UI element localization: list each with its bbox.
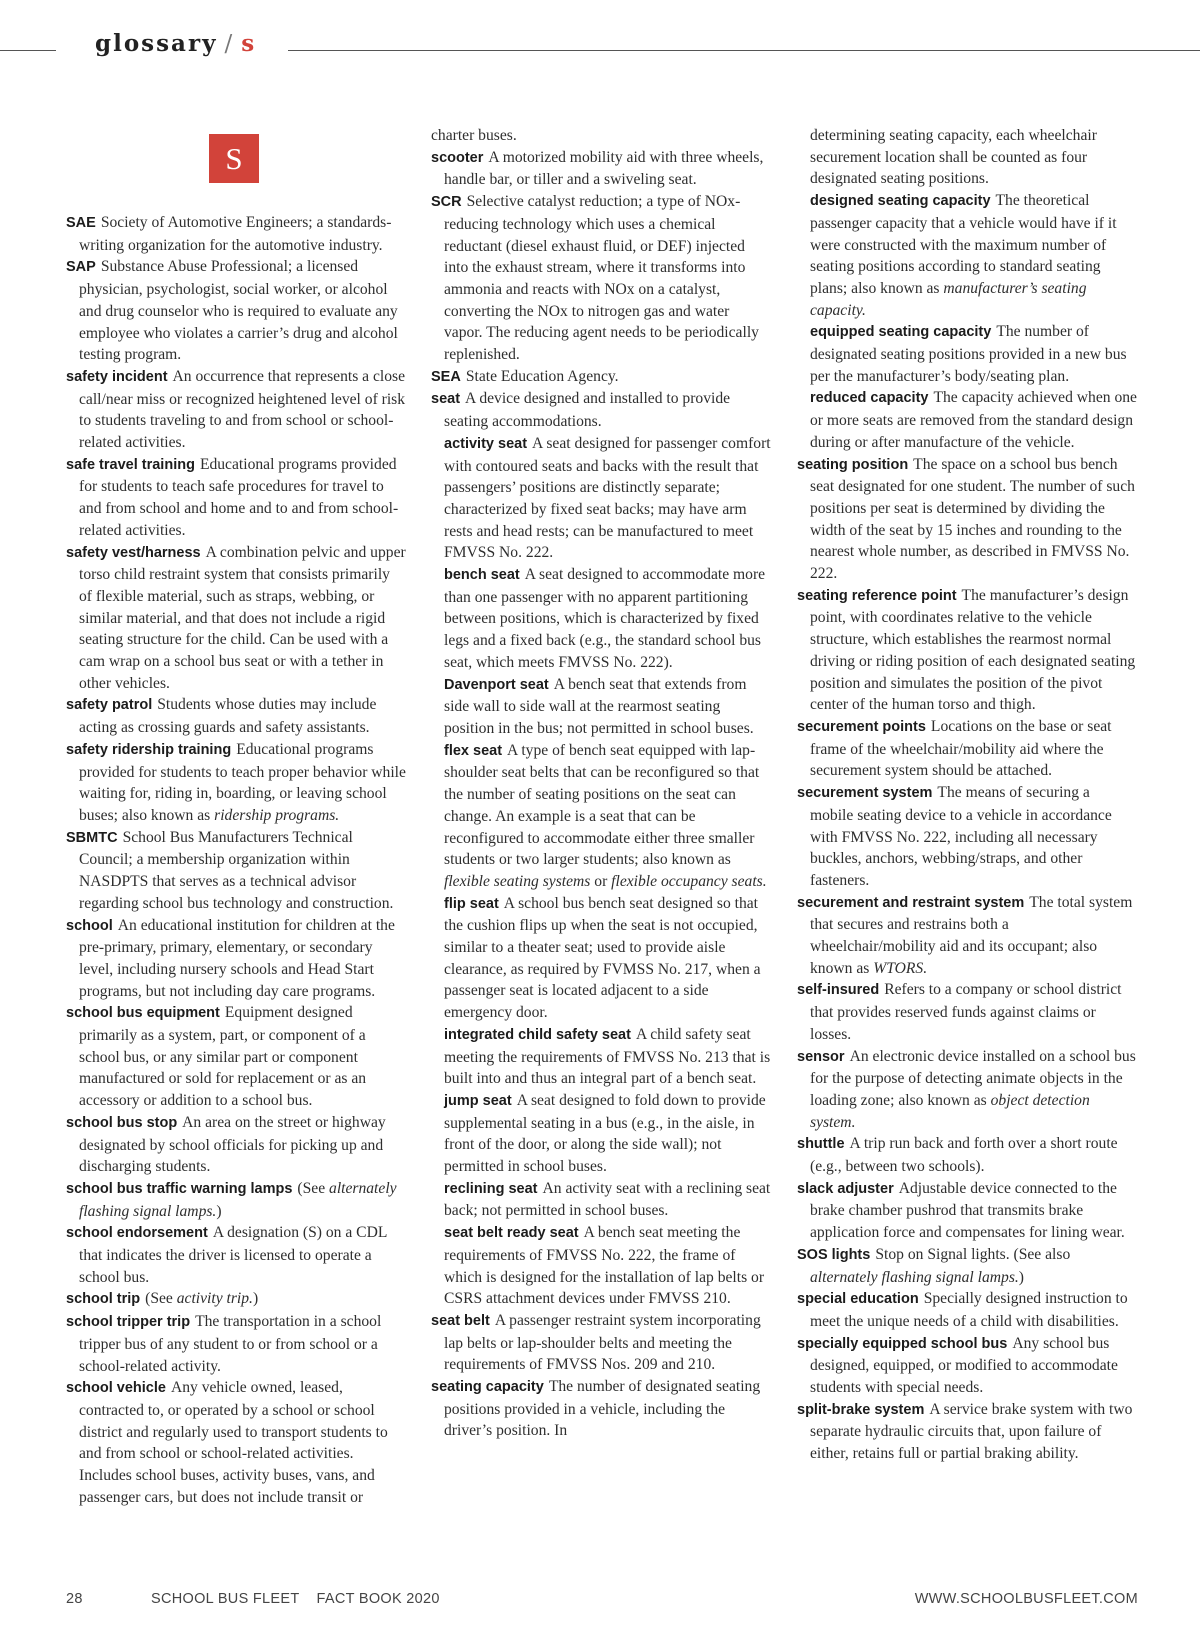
entry-definition: A seat designed to fold down to provide supplemental seating in a bus (e.g., in the aisle, in front of the door, or along the side wall); not permitted in school buses. [444, 1091, 766, 1176]
entry-term: flex seat [444, 742, 503, 759]
glossary-entry [66, 1311, 406, 1377]
glossary-subentry [431, 1178, 771, 1222]
entry-term: safety patrol [66, 697, 153, 714]
glossary-entry [66, 915, 406, 1003]
entry-term: jump seat [444, 1092, 512, 1109]
entry-definition: A trip run back and forth over a short route (e.g., between two schools). [810, 1135, 1118, 1176]
entry-definition: The capacity achieved when one or more seats are removed from the standard design during or after manufacture of the vehicle. [810, 389, 1137, 451]
header-rule-right [288, 50, 1200, 51]
entry-definition: A type of bench seat equipped with lap-shoulder seat belts that can be reconfigured so that the number of seating positions on the seat can change. An example is a seat that can be reconfigured to accommodate either three smaller students or two larger students; also known as [444, 741, 760, 869]
entry-definition: A device designed and installed to provide seating accommodations. [444, 390, 731, 431]
entry-definition: A child safety seat meeting the requirements of FMVSS No. 213 that is built into and thus an integral part of a bench seat. [444, 1025, 771, 1088]
entry-definition: A service brake system with two separate hydraulic circuits that, upon failure of either, retains full or partial braking ability. [810, 1400, 1133, 1463]
glossary-entry [797, 892, 1137, 980]
entry-term: school endorsement [66, 1225, 208, 1242]
glossary-entry [66, 1377, 406, 1508]
entry-definition: or [590, 872, 612, 890]
glossary-entry [66, 739, 406, 827]
section-letter-box: S [209, 134, 259, 183]
entry-term: flip seat [444, 895, 499, 912]
entry-term: Davenport seat [444, 676, 549, 693]
entry-term: specially equipped school bus [797, 1335, 1008, 1352]
entry-definition: The transportation in a school tripper bus of any student to or from school or a school-related activity. [79, 1313, 382, 1375]
entry-term: scooter [431, 149, 484, 166]
entry-definition: Specially designed instruction to meet the unique needs of a child with disabilities. [810, 1290, 1128, 1330]
entry-definition: charter buses. [431, 127, 517, 144]
entry-definition: Students whose duties may include acting as crossing guards and safety assistants. [79, 696, 377, 737]
entry-definition: School Bus Manufacturers Technical Council; a membership organization within NASDPTS that serves as a technical advisor regarding school bus technology and construction. [79, 828, 394, 912]
entry-definition: determining seating capacity, each wheelchair securement location shall be counted as four designated seating positions. [810, 127, 1097, 188]
entry-definition: (See [297, 1179, 330, 1197]
entry-definition: Any school bus designed, equipped, or modified to accommodate students with special needs. [810, 1334, 1118, 1397]
entry-definition: Stop on Signal lights. (See also [875, 1245, 1071, 1263]
glossary-subentry [431, 564, 771, 674]
entry-cross-reference: manufacturer’s seating capacity. [810, 279, 1087, 319]
entry-definition: The total system that secures and restrains both a wheelchair/mobility aid and its occupant; also known as [810, 893, 1133, 977]
entry-term: integrated child safety seat [444, 1026, 631, 1043]
entry-term: reclining seat [444, 1180, 538, 1197]
entry-definition: A passenger restraint system incorporating lap belts or lap-shoulder belts and meeting the requirements of FMVSS Nos. 209 and 210. [444, 1311, 761, 1374]
entry-term: slack adjuster [797, 1180, 894, 1197]
glossary-entry [797, 979, 1137, 1045]
entry-cross-reference: alternately flashing signal lamps. [810, 1268, 1019, 1286]
glossary-subentry [797, 321, 1137, 387]
entry-definition: A seat designed to accommodate more than one passenger with no apparent partitioning between positions, which is characterized by fixed legs and a fixed back (e.g., the standard school bus seat, which meets FMVSS No. 222). [444, 566, 766, 671]
entry-definition: A bench seat that extends from side wall to side wall at the rearmost seating position in the bus; not permitted in school buses. [444, 675, 754, 737]
glossary-entry [797, 1399, 1137, 1465]
glossary-entry [797, 1244, 1137, 1288]
entry-definition: Equipment designed primarily as a system, part, or component of a school bus, or any similar part or component manufactured or sold for replacement or as an accessory or addition to a school bus. [79, 1004, 367, 1110]
glossary-entry [431, 388, 771, 432]
entry-term: seat belt ready seat [444, 1225, 579, 1242]
entry-definition: The theoretical passenger capacity that a vehicle would have if it were constructed with the maximum number of seating positions according to standard seating plans; also known as [810, 192, 1117, 297]
entry-term: seating position [797, 456, 909, 473]
entry-definition: State Education Agency. [465, 367, 619, 385]
entry-definition: A motorized mobility aid with three wheels, handle bar, or tiller and a swiveling seat. [444, 148, 764, 189]
entry-definition: A combination pelvic and upper torso child restraint system that consists primarily of flexible material, such as straps, webbing, or similar material, and that does not include a rigid seating structure for the child. Can be used with a cam wrap on a school bus seat or with a tether in other vehicles. [79, 543, 406, 692]
glossary-entry [797, 1046, 1137, 1134]
glossary-entry [797, 1178, 1137, 1244]
glossary-entry [797, 1133, 1137, 1177]
glossary-entry [66, 1288, 406, 1311]
entry-definition: Society of Automotive Engineers; a standards-writing organization for the automotive industry. [79, 214, 392, 254]
entry-definition: A bench seat meeting the requirements of FMVSS No. 222, the frame of which is designed for the installation of lap belts or CSRS attachment devices under FMVSS 210. [444, 1224, 765, 1308]
entry-term: seat belt [431, 1312, 490, 1329]
entry-definition: A school bus bench seat designed so that the cushion flips up when the seat is not occupied, similar to a theater seat; used to provide aisle clearance, as required by FVMSS No. 217, when a passenger seat is located adjacent to a side emergency door. [444, 894, 761, 1022]
entry-term: bench seat [444, 567, 520, 584]
entry-term: sensor [797, 1048, 845, 1065]
entry-definition: (See [145, 1290, 177, 1308]
glossary-entry [66, 827, 406, 915]
glossary-entry [797, 1333, 1137, 1399]
glossary-entry [66, 1112, 406, 1178]
glossary-entry [431, 147, 771, 191]
glossary-entry [66, 694, 406, 738]
entry-definition: The means of securing a mobile seating device to a vehicle in accordance with FMVSS No. 222, including all necessary buckles, anchors, webbing/straps, and other fasteners. [810, 784, 1112, 889]
glossary-entry [431, 191, 771, 366]
entry-term: securement and restraint system [797, 894, 1025, 911]
entry-definition: ) [1018, 1268, 1024, 1286]
glossary-entry [797, 1288, 1137, 1332]
header-separator: / [224, 31, 235, 57]
entry-cross-reference: activity trip. [176, 1290, 253, 1308]
entry-term: activity seat [444, 435, 528, 452]
entry-term: SOS lights [797, 1246, 871, 1263]
entry-term: school [66, 917, 113, 934]
entry-definition: The space on a school bus bench seat designated for one student. The number of such positions per seat is determined by dividing the width of the seat by 15 inches and rounding to the nearest whole number, as described in FMVSS No. 222. [810, 455, 1135, 583]
glossary-entry [66, 212, 406, 256]
glossary-entry [66, 454, 406, 542]
glossary-column-1 [66, 212, 406, 1508]
glossary-entry-continuation [431, 125, 771, 147]
glossary-entry [431, 366, 771, 389]
glossary-entry [797, 454, 1137, 585]
entry-term: SBMTC [66, 829, 118, 846]
entry-term: seating capacity [431, 1379, 544, 1396]
entry-definition: Substance Abuse Professional; a licensed physician, psychologist, social worker, or alcohol and drug counselor who is required to evaluate any employee who violates a carrier’s drug and alcohol testing program. [79, 258, 398, 364]
entry-definition: Educational programs provided for students to teach proper behavior while waiting for, riding in, boarding, or leaving school buses; also known as [79, 740, 406, 824]
glossary-subentry [431, 740, 771, 893]
glossary-entry [797, 716, 1137, 782]
glossary-column-3 [797, 125, 1137, 1465]
entry-term: securement points [797, 718, 926, 735]
entry-term: reduced capacity [810, 390, 929, 407]
glossary-subentry [431, 1090, 771, 1178]
glossary-subentry [797, 190, 1137, 321]
entry-term: safety incident [66, 368, 168, 385]
entry-cross-reference: object detection system. [810, 1091, 1090, 1131]
entry-definition: An area on the street or highway designated by school officials for picking up and discharging students. [79, 1113, 386, 1176]
entry-term: designed seating capacity [810, 193, 991, 210]
header-rule-left [0, 50, 56, 51]
entry-term: school bus traffic warning lamps [66, 1180, 293, 1197]
entry-term: seat [431, 391, 461, 408]
entry-term: split-brake system [797, 1401, 925, 1418]
entry-term: SCR [431, 194, 462, 211]
entry-term: SAE [66, 215, 96, 231]
page-header [95, 30, 256, 57]
entry-cross-reference: WTORS. [873, 959, 928, 977]
glossary-column-2 [431, 125, 771, 1442]
entry-definition: The manufacturer’s design point, with coordinates relative to the vehicle structure, which establishes the rearmost normal driving or riding position of each designated seating position and simulates the position of the pivot center of the human torso and thigh. [810, 586, 1136, 714]
glossary-entry [797, 585, 1137, 716]
entry-term: school vehicle [66, 1380, 166, 1397]
glossary-subentry [431, 433, 771, 564]
entry-definition: A designation (S) on a CDL that indicates the driver is licensed to operate a school bus. [79, 1224, 387, 1286]
header-section: glossary [95, 30, 218, 57]
entry-definition: Educational programs provided for students to teach safe procedures for travel to and from school and home and to and from school-related activities. [79, 455, 399, 539]
glossary-entry [66, 366, 406, 454]
glossary-subentry [431, 674, 771, 740]
glossary-subentry [431, 1222, 771, 1310]
entry-cross-reference: flexible seating systems [444, 872, 591, 890]
entry-term: SEA [431, 368, 461, 385]
entry-term: self-insured [797, 982, 880, 999]
entry-term: seating reference point [797, 587, 957, 604]
entry-definition: The number of designated seating positions provided in a vehicle, including the driver’s position. In [444, 1378, 761, 1440]
glossary-entry [66, 256, 406, 366]
glossary-subentry [431, 1024, 771, 1090]
entry-definition: An educational institution for children at the pre-primary, primary, elementary, or secondary level, including nursery schools and Head Start programs, but not including day care programs. [79, 916, 395, 1000]
entry-definition: Adjustable device connected to the brake chamber pushrod that transmits brake application force and compensates for lining wear. [810, 1179, 1125, 1242]
entry-cross-reference: alternately flashing signal lamps. [79, 1179, 397, 1220]
glossary-entry [797, 782, 1137, 892]
entry-definition: A seat designed for passenger comfort with contoured seats and backs with the result that passengers’ positions are distinctly separate; characterized by fixed seat backs; may have arm rests and head rests; can be manufactured to meet FMVSS No. 222. [444, 434, 771, 562]
glossary-entry [431, 1376, 771, 1442]
entry-definition: ) [216, 1202, 222, 1220]
entry-definition: An electronic device installed on a school bus for the purpose of detecting animate objects in the loading zone; also known as [810, 1047, 1136, 1109]
entry-cross-reference: ridership programs. [214, 806, 340, 824]
footer-page-number: 28 [66, 1591, 83, 1607]
entry-definition: The number of designated seating positions provided in a new bus per the manufacturer’s body/seating plan. [810, 323, 1127, 385]
glossary-entry [66, 542, 406, 695]
header-letter: s [241, 30, 257, 57]
entry-term: special education [797, 1291, 919, 1308]
glossary-subentry [431, 893, 771, 1024]
entry-term: school bus equipment [66, 1005, 220, 1022]
entry-definition: An occurrence that represents a close call/near miss or recognized heightened level of risk to students traveling to and from school or school-related activities. [79, 367, 406, 452]
entry-definition: Locations on the base or seat frame of the wheelchair/mobility aid where the securement system should be attached. [810, 717, 1112, 780]
entry-definition: An activity seat with a reclining seat back; not permitted in school buses. [444, 1179, 771, 1220]
glossary-subentry [797, 387, 1137, 453]
entry-definition: Any vehicle owned, leased, contracted to, or operated by a school or school district and regularly used to transport students to and from school or school-related activities. Includes school buses, activity buses, vans, and passenger cars, but does not include transit or [79, 1379, 388, 1506]
entry-term: SAP [66, 259, 96, 276]
entry-term: school trip [66, 1291, 141, 1308]
glossary-entry [66, 1178, 406, 1222]
entry-term: equipped seating capacity [810, 324, 992, 341]
glossary-entry [66, 1002, 406, 1112]
entry-cross-reference: flexible occupancy seats. [611, 872, 767, 890]
footer-website-url: WWW.SCHOOLBUSFLEET.COM [914, 1591, 1138, 1607]
glossary-entry [66, 1222, 406, 1288]
entry-definition: Selective catalyst reduction; a type of NOx-reducing technology which uses a chemical reductant (diesel exhaust fluid, or DEF) injected into the exhaust stream, where it transforms into ammonia and reacts with NOx on a catalyst, converting the NOx to nitrogen gas and water vapor. The reducing agent needs to be periodically replenished. [444, 193, 759, 364]
glossary-entry [431, 1310, 771, 1376]
entry-term: safety vest/harness [66, 544, 201, 561]
entry-term: safety ridership training [66, 741, 232, 758]
entry-term: securement system [797, 785, 933, 802]
glossary-entry-continuation [797, 125, 1137, 190]
entry-term: safe travel training [66, 456, 195, 473]
entry-term: school bus stop [66, 1114, 178, 1131]
entry-definition: Refers to a company or school district that provides reserved funds against claims or losses. [810, 981, 1122, 1043]
footer-publication-title: SCHOOL BUS FLEET FACT BOOK 2020 [151, 1591, 440, 1607]
entry-term: shuttle [797, 1136, 845, 1153]
entry-term: school tripper trip [66, 1314, 191, 1331]
entry-definition: ) [252, 1290, 259, 1308]
